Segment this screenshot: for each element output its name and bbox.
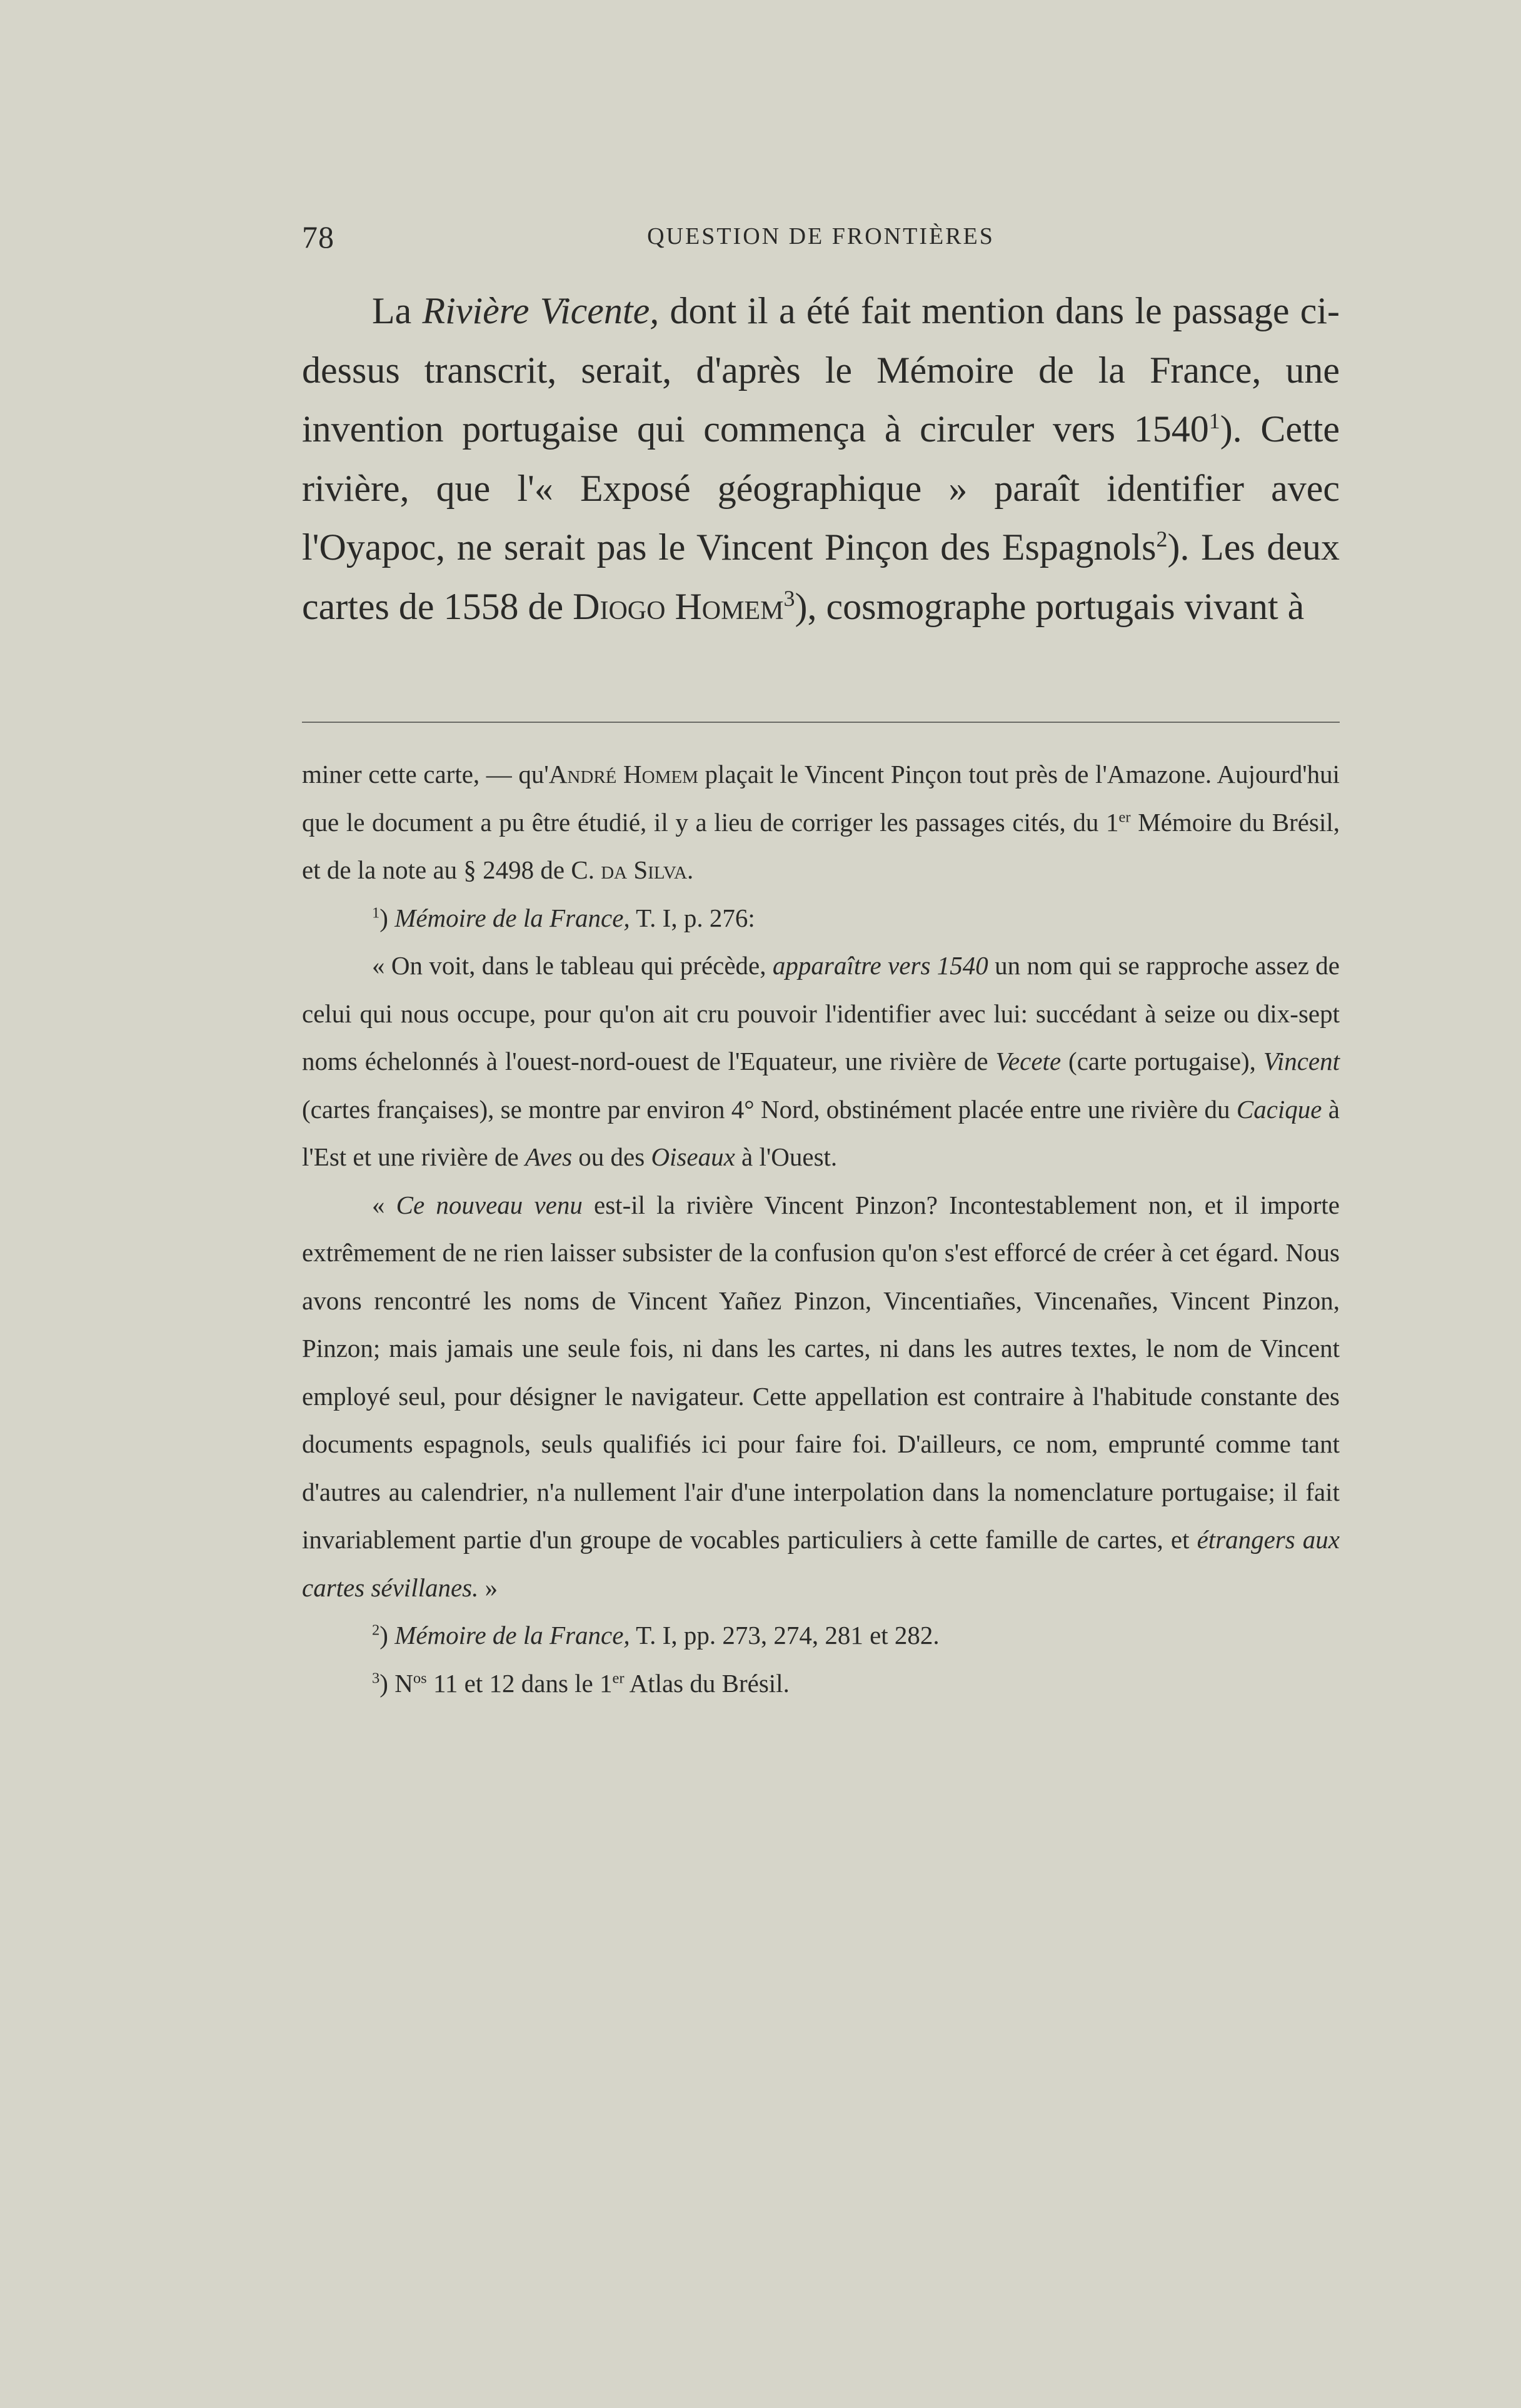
main-paragraph: La Rivière Vicente, dont il a été fait mention dans le passage ci-dessus transcrit, serait, d'après le Mémoire de la France, une invention portugaise qui commença à circuler vers 1540$^1$). Cette rivière, que l'« Exposé géographique » paraît identifier avec l'Oyapoc, ne serait pas le Vincent Pinçon des Espagnols$^2$). Les deux cartes de 1558 de Diogo Homem$^3$), cosmographe portugais vivant à xyxy=(302,290,1340,627)
author-name: Diogo Homem xyxy=(573,585,784,627)
footnote-2: $^2$) Mémoire de la France, T. I, pp. 273, 274, 281 et 282. xyxy=(372,1621,940,1650)
footnote-continuation: miner cette carte, — qu'André Homem plaçait le Vincent Pinçon tout près de l'Amazone. Aujourd'hui que le document a pu être étudié, il y a lieu de corriger les passages cités, du 1er Mémoire du Brésil, et de la note au § 2498 de C. da Silva. xyxy=(302,760,1340,884)
footnote-ref: 3 xyxy=(783,585,795,611)
footnote-1: $^1$) Mémoire de la France, T. I, p. 276: xyxy=(372,903,755,932)
footnotes xyxy=(302,750,1340,1707)
page-number: 78 xyxy=(302,219,334,254)
main-text xyxy=(302,281,1340,636)
running-head xyxy=(302,219,1340,256)
footnote-quote: « Ce nouveau venu est-il la rivière Vincent Pinzon? Incontestablement non, et il importe extrêmement de ne rien laisser subsister de la confusion qu'on s'est efforcé de créer à cet égard. Nous avons rencontré les noms de Vincent Yañez Pinzon, Vincentiañes, Vincenañes, Vincent Pinzon, Pinzon; mais jamais une seule fois, ni dans les cartes, ni dans les autres textes, le nom de Vincent employé seul, pour désigner le navigateur. Cette appellation est contraire à l'habitude constante des documents espagnols, seuls qualifiés ici pour faire foi. D'ailleurs, ce nom, emprunté comme tant d'autres au calendrier, n'a nullement l'air d'une interpolation dans la nomenclature portugaise; il fait invariablement partie d'un groupe de vocables particuliers à cette famille de cartes, et étrangers aux cartes sévillanes. » xyxy=(302,1190,1340,1602)
running-title: QUESTION DE FRONTIÈRES xyxy=(647,223,995,249)
footnote-3: $^3$) $N^{os}$ 11 et 12 dans le 1er Atlas du Brésil. xyxy=(372,1668,790,1698)
footnote-divider xyxy=(302,722,1340,723)
footnote-ref: 2 xyxy=(1156,526,1168,552)
footnote-ref: 1 xyxy=(1208,408,1220,433)
italic-term: Rivière Vicente, xyxy=(422,290,660,331)
footnote-quote: « On voit, dans le tableau qui précède, apparaître vers 1540 un nom qui se rapproche assez de celui qui nous occupe, pour qu'on ait cru pouvoir l'identifier avec lui: succédant à seize ou dix-sept noms échelonnés à l'ouest-nord-ouest de l'Equateur, une rivière de Vecete (carte portugaise), Vincent (cartes françaises), se montre par environ 4° Nord, obstinément placée entre une rivière du Cacique à l'Est et une rivière de Aves ou des Oiseaux à l'Ouest. xyxy=(302,951,1340,1171)
